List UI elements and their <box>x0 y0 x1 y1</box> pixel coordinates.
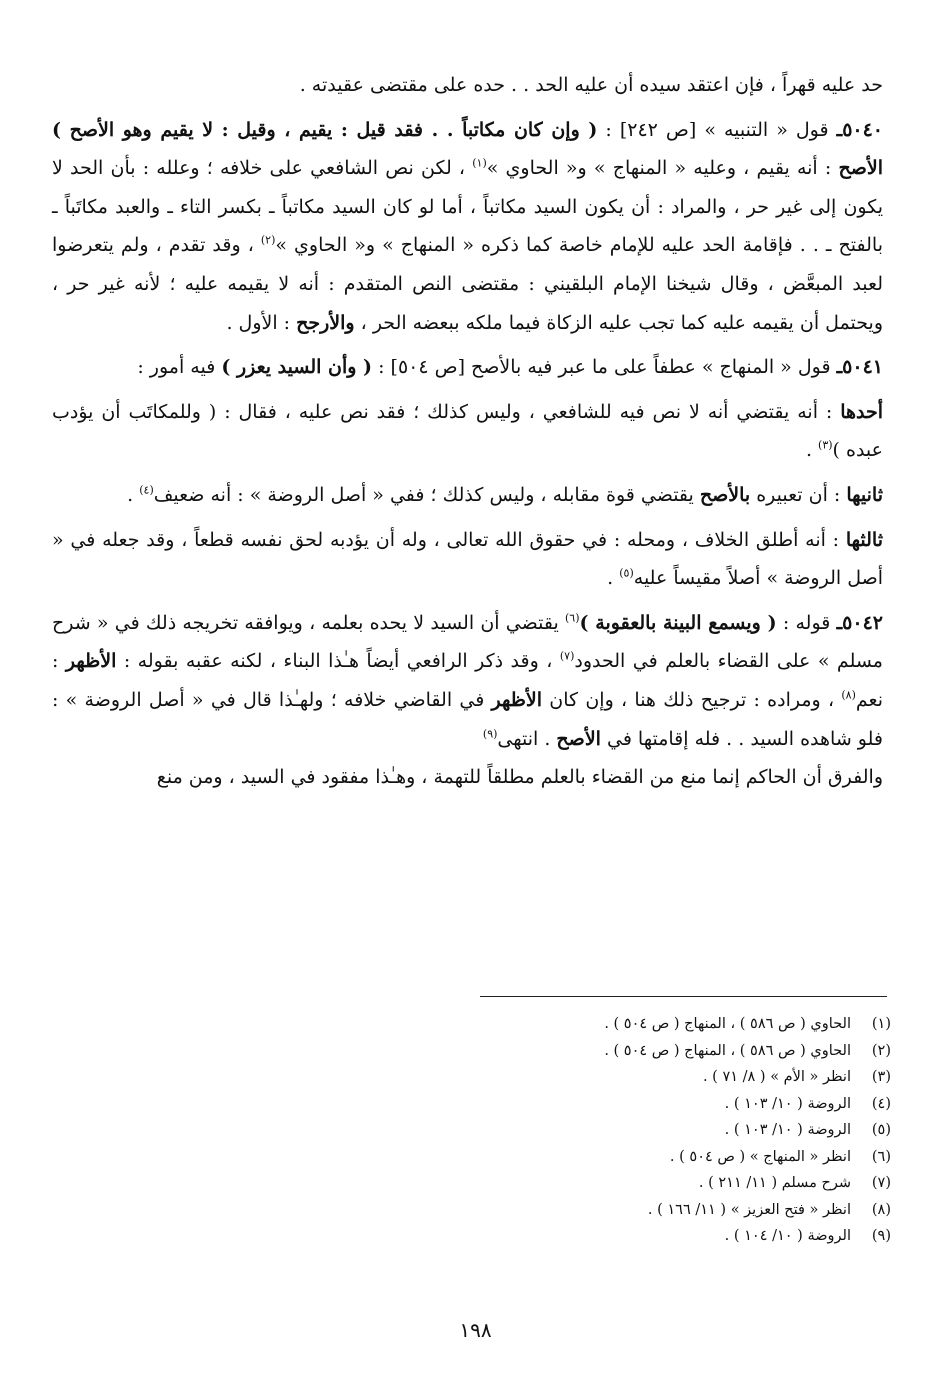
footnote <box>331 1038 891 1065</box>
bold-text: ثالثها <box>845 528 883 551</box>
paragraph <box>52 521 883 598</box>
text-run: ، لكن نص الشافعي على خلافه ؛ وعلله : بأن الحد لا يكون إلى غير حر ، والمراد : أن يكون السيد مكاتباً ، أما لو كان السيد مكاتباً ـ بكسر التاء ـ والعبد مكاتَباً ـ بالفتح ـ . . فإقامة الحد عليه للإمام خاصة كما ذكره « المنهاج » و« الحاوي » <box>52 157 883 257</box>
text-run: . <box>805 439 819 462</box>
paragraph <box>52 758 883 797</box>
page-number: ١٩٨ <box>459 1318 492 1342</box>
text-run: حد عليه قهراً ، فإن اعتقد سيده أن عليه الحد . . حده على مقتضى عقيدته . <box>299 74 883 96</box>
paragraph <box>52 604 883 758</box>
footnote-text: الحاوي ( ص ٥٨٦ ) ، المنهاج ( ص ٥٠٤ ) . <box>604 1042 851 1059</box>
bold-text: الأصح <box>556 727 601 750</box>
footnote-number: (١) <box>871 1016 891 1032</box>
text-run: : الأول . <box>226 311 297 334</box>
footnote-number: (٥) <box>871 1122 891 1138</box>
text-run: : نعم <box>52 650 883 711</box>
bold-text: ٥٠٤٠ـ <box>836 118 884 141</box>
text-run: يقتضي قوة مقابله ، وليس كذلك ؛ ففي « أصل الروضة » : أنه ضعيف <box>153 483 700 506</box>
bold-text: والأرجح <box>296 311 355 334</box>
footnote-ref: (٤) <box>139 483 154 497</box>
text-run: فيه أمور : <box>137 356 222 379</box>
footnote-text: انظر « الأم » ( ٨/ ٧١ ) . <box>702 1069 851 1085</box>
footnote-number: (٨) <box>871 1201 891 1218</box>
paragraph <box>52 66 883 105</box>
paragraph <box>52 393 883 470</box>
footnote-text: شرح مسلم ( ١١/ ٢١١ ) . <box>698 1175 851 1191</box>
bold-text: ( ويسمع البينة بالعقوبة ) <box>579 611 777 634</box>
paragraph <box>52 111 883 343</box>
paragraph <box>52 348 883 387</box>
footnote-ref: (٧) <box>559 649 575 663</box>
footnote-text: الروضة ( ١٠/ ١٠٣ ) . <box>724 1095 851 1112</box>
footnote-ref: (٣) <box>818 439 833 453</box>
text-run: قول « المنهاج » عطفاً على ما عبر فيه بالأصح [ص ٥٠٤] : <box>372 356 837 379</box>
text-run: قوله : <box>776 611 837 634</box>
bold-text: ٥٠٤١ـ <box>836 356 883 379</box>
text-run: يقتضي أن السيد لا يحده بعلمه ، ويوافقه تخريجه ذلك في « شرح مسلم » على القضاء بالعلم في الحدود <box>52 611 883 673</box>
bold-text: الأظهر <box>491 688 543 711</box>
footnote <box>331 1117 891 1144</box>
bold-text: أحدها <box>840 400 883 423</box>
text-run: : أن تعبيره <box>750 483 847 506</box>
text-run: قول « التنبيه » [ص ٢٤٢] : <box>597 118 837 141</box>
text-run: : أنه أطلق الخلاف ، ومحله : في حقوق الله تعالى ، وله أن يؤدبه لحق نفسه قطعاً ، وقد جعله في « أصل الروضة » أصلاً مقيساً عليه <box>52 528 883 590</box>
footnote-text: الروضة ( ١٠/ ١٠٤ ) . <box>724 1228 851 1244</box>
text-run: . انتهى <box>497 727 557 750</box>
bold-text: ٥٠٤٢ـ <box>836 611 883 634</box>
footnote <box>331 1064 891 1091</box>
bold-text: الأصح <box>838 157 883 180</box>
bold-text: ( وأن السيد يعزر ) <box>221 356 373 379</box>
footnote-text: انظر « فتح العزيز » ( ١١/ ١٦٦ ) . <box>647 1201 851 1218</box>
footnote <box>331 1223 891 1250</box>
footnote-ref: (٩) <box>482 727 498 741</box>
text-run: : أنه يقيم ، وعليه « المنهاج » و« الحاوي » <box>486 157 839 180</box>
footnote-text: انظر « المنهاج » ( ص ٥٠٤ ) . <box>669 1148 851 1165</box>
text-run: في القاضي خلافه ؛ ولهـٰذا قال في « أصل الروضة » : فلو شاهده السيد . . فله إقامتها في <box>52 688 883 750</box>
footnote <box>331 1091 891 1118</box>
text-run: ، وقد تقدم ، ولم يتعرضوا لعبد المبعَّض ، وقال شيخنا الإمام البلقيني : مقتضى النص المتقدم : أنه لا يقيمه عليه ؛ لأنه غير حر ، ويحتمل أن يقيمه عليه كما تجب عليه الزكاة فيما ملكه ببعضه الحر ، <box>52 234 883 334</box>
footnote-ref: (٨) <box>841 688 856 702</box>
footnote-text: الروضة ( ١٠/ ١٠٣ ) . <box>724 1122 851 1138</box>
footnote-number: (٧) <box>871 1175 891 1191</box>
footnote <box>331 1144 891 1171</box>
text-run: . <box>607 567 620 590</box>
footnote <box>331 1197 891 1224</box>
footnote-number: (٣) <box>871 1069 891 1085</box>
text-run: . <box>127 483 140 506</box>
footnote-ref: (٥) <box>619 566 634 580</box>
text-run: ، ومراده : ترجيح ذلك هنا ، وإن كان <box>542 688 842 711</box>
footnotes <box>331 1011 891 1250</box>
footnote-text: الحاوي ( ص ٥٨٦ ) ، المنهاج ( ص ٥٠٤ ) . <box>604 1016 851 1032</box>
footnote-number: (٦) <box>871 1148 891 1165</box>
paragraph <box>52 476 883 515</box>
footnote-ref: (٦) <box>564 611 580 625</box>
footnote-number: (٢) <box>871 1042 891 1059</box>
text-run: ، وقد ذكر الرافعي أيضاً هـٰذا البناء ، لكنه عقبه بقوله : <box>116 650 560 673</box>
text-run: والفرق أن الحاكم إنما منع من القضاء بالعلم مطلقاً للتهمة ، وهـٰذا مفقود في السيد ، ومن منع <box>156 766 883 789</box>
footnote-ref: (٢) <box>260 234 276 248</box>
footnote-separator <box>480 996 887 997</box>
footnote <box>331 1011 891 1038</box>
footnote-number: (٩) <box>871 1228 891 1244</box>
footnote-ref: (١) <box>472 156 487 170</box>
bold-text: ( وإن كان مكاتباً . . فقد قيل : يقيم ، وقيل : لا يقيم وهو الأصح ) <box>52 118 598 141</box>
bold-text: بالأصح <box>699 483 751 506</box>
text-run: : أنه يقتضي أنه لا نص فيه للشافعي ، وليس كذلك ؛ فقد نص عليه ، فقال : ( وللمكاتَب أن يؤدب عبده ) <box>52 400 883 462</box>
bold-text: ثانيها <box>846 483 883 506</box>
footnote <box>331 1170 891 1197</box>
main-text <box>52 66 883 797</box>
footnote-number: (٤) <box>871 1095 891 1112</box>
bold-text: الأظهر <box>65 650 117 673</box>
